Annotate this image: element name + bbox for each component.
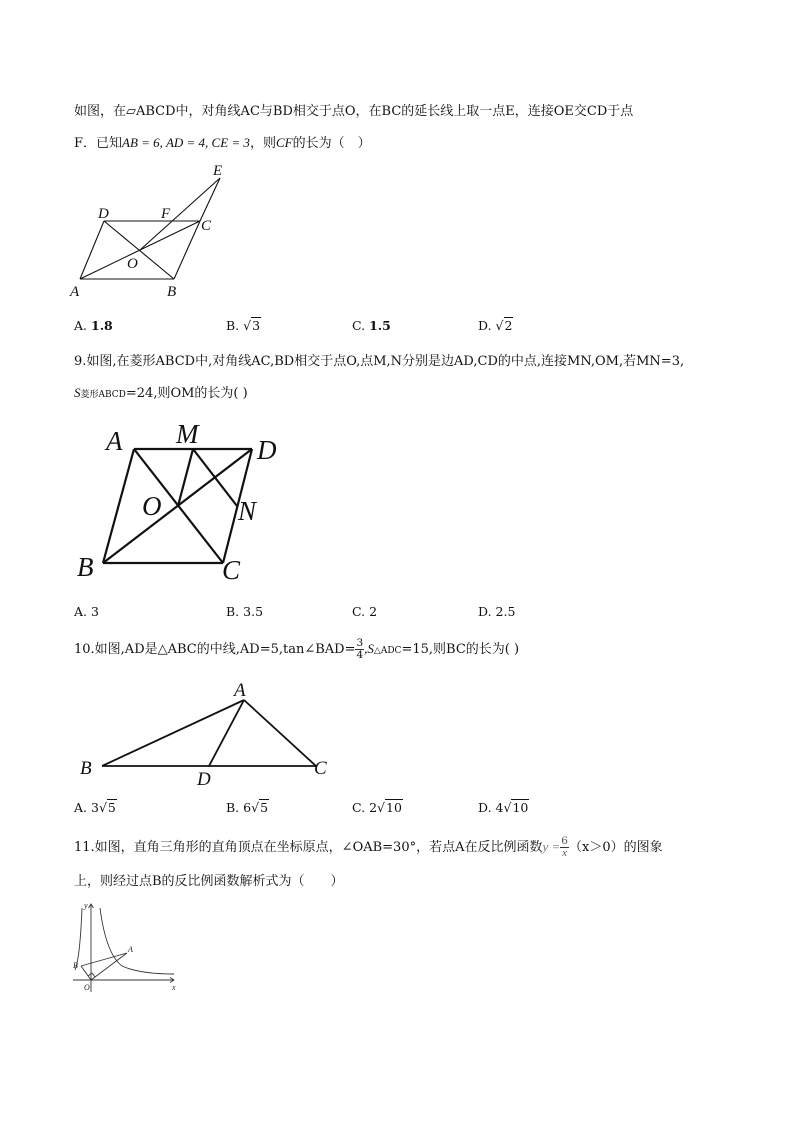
q9-option-b[interactable]: B. 3.5 [226,604,264,619]
q10-option-d[interactable]: D. 4√10 [478,800,529,815]
q8-stem-ask: 的长为（ ） [292,136,371,151]
q11-seg-oa [91,953,127,980]
q8-label-d: D [98,206,109,222]
q11-func-fraction: $\frac{6}{x}$ [561,835,568,859]
q8-label-f: F [161,206,171,222]
q10-figure-triangle [74,676,344,788]
q8-given: AB = 6, AD = 4, CE = 3 [122,135,250,150]
q8-seg-ce [200,178,220,221]
q11-right-angle-mark [88,973,95,977]
q10-label-c: C [314,758,327,779]
q9-stem-line1: 9.如图,在菱形ABCD中,对角线AC,BD相交于点O,点M,N分别是边AD,CD的中点,连接MN,OM,若MN=3, [74,354,685,369]
q8-seg-da [80,221,104,279]
q10-seg-ab [102,700,244,766]
q10-label-a: A [234,680,246,701]
q9-option-a[interactable]: A. 3 [74,604,99,619]
q8-label-a: A [70,284,80,300]
q9-option-c[interactable]: C. 2 [352,604,378,619]
q8-option-a[interactable]: A. 1.8 [74,318,113,333]
q8-stem-known: F．已知 [74,136,123,151]
q11-seg-ob [81,966,91,980]
q9-seg-mn [193,449,237,506]
q8-label-b: B [167,284,177,300]
q10-label-b: B [80,758,92,779]
q8-label-o: O [127,256,138,272]
q9-figure-rhombus [72,416,292,586]
q9-label-a: A [106,426,123,456]
q11-figure-coordinate [70,898,182,994]
q8-stem-then: ，则 [249,136,276,151]
q10-tan-fraction: $\frac{3}{4}$ [356,637,364,661]
q11-func-y: y = [542,839,561,854]
q8-stem-line2 [74,134,371,153]
q8-label-c: C [201,218,212,234]
q8-label-e: E [213,163,223,179]
q11-label-y: y [84,901,88,910]
q10-seg-ac [244,700,316,766]
q10-stem-line1: 10.如图,AD是△ABC的中线,AD=5,tan∠BAD= $\frac{3}{4}$ ,S△ADC=15,则BC的长为( ) [74,637,520,661]
q9-label-c: C [222,555,241,585]
q8-figure-parallelogram [68,156,238,304]
q11-stem-line2: 上，则经过点B的反比例函数解析式为（ ） [74,874,344,889]
q8-seg-oe [140,178,220,250]
q9-label-b: B [77,552,94,582]
q8-option-c[interactable]: C. 1.5 [352,318,391,333]
q9-label-m: M [176,419,199,449]
q11-label-o: O [84,983,90,992]
q9-label-n: N [238,496,257,526]
q11-label-b: B [73,961,78,970]
q8-seg-bc [174,221,200,279]
q9-seg-om [178,449,193,506]
q8-option-d[interactable]: D. √2 [478,318,513,333]
q8-stem-line1: 如图，在▱ABCD中，对角线AC与BD相交于点O，在BC的延长线上取一点E，连接OE交CD于点 [74,104,634,119]
q10-option-b[interactable]: B. 6√5 [226,800,269,815]
q11-label-x: x [172,983,176,992]
q9-option-d[interactable]: D. 2.5 [478,604,516,619]
q11-label-a: A [128,945,133,954]
q9-label-o: O [142,491,162,521]
q10-seg-ad [209,700,244,766]
q9-seg-bd [103,449,252,563]
q8-seg-bd [104,221,174,279]
q10-option-c[interactable]: C. 2√10 [352,800,402,815]
q9-label-d: D [257,435,277,465]
q9-area-subscript: 菱形ABCD [80,390,126,400]
q9-stem-line2: S菱形ABCD=24,则OM的长为( ) [74,385,248,401]
q8-cf: CF [275,135,293,150]
q11-curve-right [100,908,174,974]
q8-option-b[interactable]: B. √3 [226,318,261,333]
q9-seg-ba [103,449,134,563]
q10-option-a[interactable]: A. 3√5 [74,800,116,815]
q11-stem-line1: 11.如图，直角三角形的直角顶点在坐标原点，∠OAB=30°，若点A在反比例函数y = $\frac{6}{x}$ （x＞0）的图象 [74,835,663,859]
q10-area-subscript: △ADC [373,646,402,656]
q10-label-d: D [197,769,211,788]
